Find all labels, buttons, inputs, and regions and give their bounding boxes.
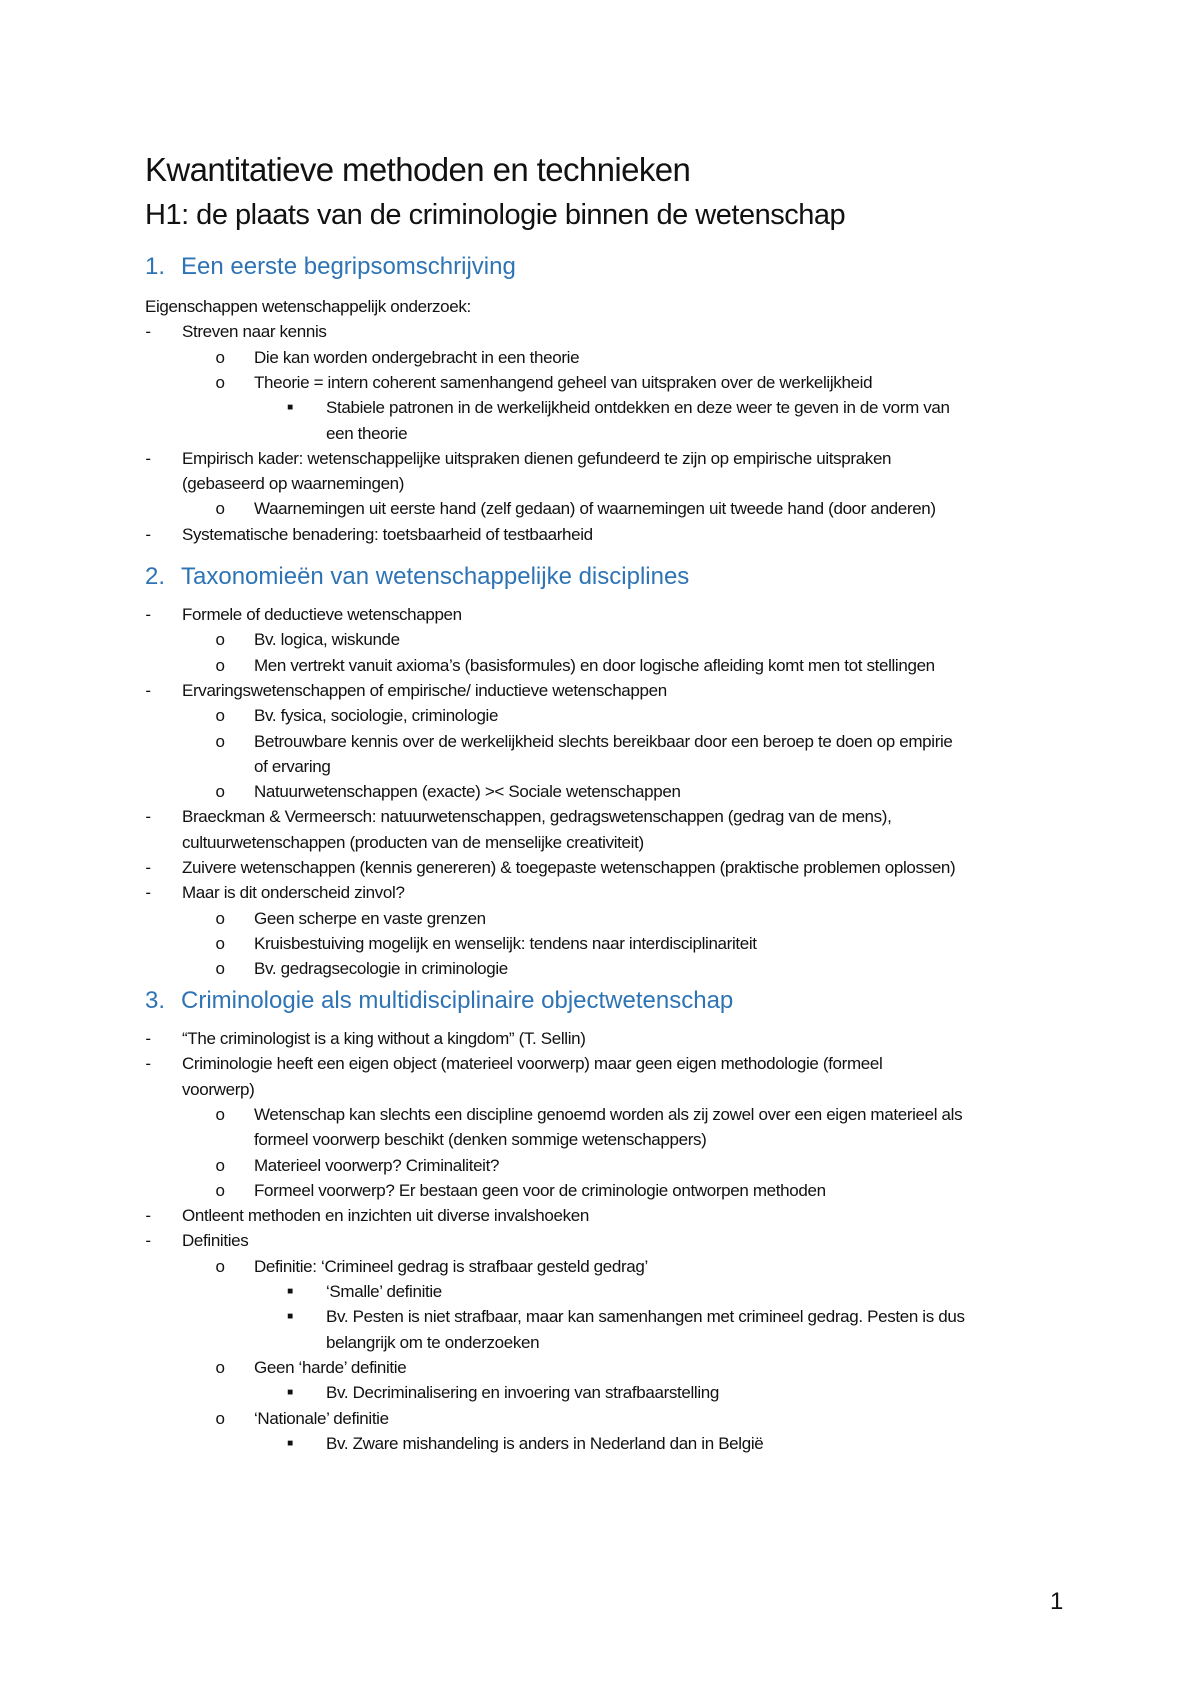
dash-bullet-icon: - [145, 524, 151, 544]
dash-bullet-icon: - [145, 883, 151, 903]
circle-bullet-icon: o [215, 630, 225, 650]
square-bullet-icon: ■ [287, 1437, 293, 1449]
list-item-text: belangrijk om te onderzoeken [326, 1332, 540, 1352]
dash-bullet-icon: - [145, 1231, 151, 1251]
circle-bullet-icon: o [215, 959, 225, 979]
list-item-text: Streven naar kennis [182, 322, 327, 342]
list-item-text: Kruisbestuiving mogelijk en wenselijk: tendens naar interdisciplinariteit [254, 933, 757, 953]
list-item-text: cultuurwetenschappen (producten van de menselijke creativiteit) [182, 832, 644, 852]
list-item-text: Formele of deductieve wetenschappen [182, 605, 462, 624]
list-item-text: Bv. Zware mishandeling is anders in Nederland dan in België [326, 1433, 764, 1453]
chapter-title: H1: de plaats van de criminologie binnen de wetenschap [145, 199, 846, 231]
section-heading [145, 986, 733, 1016]
dash-bullet-icon: - [145, 1054, 151, 1074]
list-item-text: een theorie [326, 423, 408, 443]
list-item-text: Bv. fysica, sociologie, criminologie [254, 706, 499, 726]
list-item-text: Empirisch kader: wetenschappelijke uitspraken dienen gefundeerd te zijn op empirische uitspraken [182, 448, 892, 468]
list-item-text: Ontleent methoden en inzichten uit diverse invalshoeken [182, 1206, 589, 1226]
circle-bullet-icon: o [215, 782, 225, 802]
circle-bullet-icon: o [215, 1256, 225, 1276]
list-item-text: Ervaringswetenschappen of empirische/ inductieve wetenschappen [182, 680, 667, 700]
dash-bullet-icon: - [145, 605, 151, 624]
circle-bullet-icon: o [215, 706, 225, 726]
list-item-text: Men vertrekt vanuit axioma’s (basisformules) en door logische afleiding komt men tot stellingen [254, 655, 935, 675]
list-item-text: Betrouwbare kennis over de werkelijkheid slechts bereikbaar door een beroep te doen op empirie [254, 731, 953, 751]
list-item-text: Bv. Decriminalisering en invoering van strafbaarstelling [326, 1383, 719, 1403]
section-number: 3. [145, 987, 166, 1014]
circle-bullet-icon: o [215, 347, 225, 367]
circle-bullet-icon: o [215, 731, 225, 751]
section-heading [145, 562, 689, 592]
list-item-text: ‘Smalle’ definitie [326, 1282, 442, 1301]
dash-bullet-icon: - [145, 680, 151, 700]
list-item-text: Eigenschappen wetenschappelijk onderzoek: [145, 297, 471, 316]
section-title: Criminologie als multidisciplinaire objectwetenschap [181, 987, 734, 1014]
section-number: 2. [145, 563, 166, 590]
dash-bullet-icon: - [145, 858, 151, 877]
list-item-text: Geen ‘harde’ definitie [254, 1357, 407, 1377]
list-item-text: of ervaring [254, 756, 331, 776]
section-title: Een eerste begripsomschrijving [181, 253, 516, 280]
list-item-text: Maar is dit onderscheid zinvol? [182, 883, 405, 903]
list-item-text: Systematische benadering: toetsbaarheid of testbaarheid [182, 524, 593, 544]
section-title: Taxonomieën van wetenschappelijke disciplines [181, 563, 690, 590]
section-heading [145, 252, 516, 282]
dash-bullet-icon: - [145, 448, 151, 468]
list-item-text: voorwerp) [182, 1079, 255, 1099]
list-item-text: Natuurwetenschappen (exacte) >< Sociale wetenschappen [254, 782, 681, 802]
circle-bullet-icon: o [215, 1357, 225, 1377]
circle-bullet-icon: o [215, 1180, 225, 1200]
list-item-text: Stabiele patronen in de werkelijkheid ontdekken en deze weer te geven in de vorm van [326, 398, 950, 418]
section-number: 1. [145, 253, 166, 280]
circle-bullet-icon: o [215, 933, 225, 953]
list-item-text: Theorie = intern coherent samenhangend geheel van uitspraken over de werkelijkheid [254, 372, 873, 392]
dash-bullet-icon: - [145, 1029, 151, 1048]
list-item-text: ‘Nationale’ definitie [254, 1408, 389, 1428]
list-item-text: Criminologie heeft een eigen object (materieel voorwerp) maar geen eigen methodologie (formeel [182, 1054, 883, 1074]
list-item-text: Bv. logica, wiskunde [254, 630, 400, 650]
square-bullet-icon: ■ [287, 402, 293, 414]
circle-bullet-icon: o [215, 1408, 225, 1428]
dash-bullet-icon: - [145, 807, 151, 827]
list-item-text: Definities [182, 1231, 249, 1251]
square-bullet-icon: ■ [287, 1311, 293, 1323]
circle-bullet-icon: o [215, 1104, 225, 1124]
circle-bullet-icon: o [215, 908, 225, 928]
list-item-text: Die kan worden ondergebracht in een theorie [254, 347, 580, 367]
list-item-text: Bv. Pesten is niet strafbaar, maar kan samenhangen met crimineel gedrag. Pesten is dus [326, 1307, 965, 1327]
list-item-text: formeel voorwerp beschikt (denken sommige wetenschappers) [254, 1130, 707, 1150]
list-item-text: Braeckman & Vermeersch: natuurwetenschappen, gedragswetenschappen (gedrag van de mens), [182, 807, 892, 827]
circle-bullet-icon: o [215, 499, 225, 519]
list-item-text: “The criminologist is a king without a kingdom” (T. Sellin) [182, 1029, 586, 1048]
list-item-text: Wetenschap kan slechts een discipline genoemd worden als zij zowel over een eigen materieel als [254, 1104, 963, 1124]
circle-bullet-icon: o [215, 372, 225, 392]
document-title: Kwantitatieve methoden en technieken [145, 151, 691, 188]
circle-bullet-icon: o [215, 655, 225, 675]
dash-bullet-icon: - [145, 1206, 151, 1226]
square-bullet-icon: ■ [287, 1387, 293, 1399]
list-item-text: Definitie: ‘Crimineel gedrag is strafbaar gesteld gedrag’ [254, 1256, 648, 1276]
list-item-text: Geen scherpe en vaste grenzen [254, 908, 486, 928]
list-item-text: Bv. gedragsecologie in criminologie [254, 959, 508, 979]
list-item-text: Materieel voorwerp? Criminaliteit? [254, 1155, 500, 1175]
list-item-text: (gebaseerd op waarnemingen) [182, 474, 405, 494]
page-number: 1 [1050, 1588, 1064, 1615]
square-bullet-icon: ■ [287, 1286, 293, 1297]
list-item-text: Waarnemingen uit eerste hand (zelf gedaan) of waarnemingen uit tweede hand (door anderen) [254, 499, 936, 519]
list-item-text: Zuivere wetenschappen (kennis genereren) & toegepaste wetenschappen (praktische problemen oplossen) [182, 858, 956, 877]
list-item-text: Formeel voorwerp? Er bestaan geen voor de criminologie ontworpen methoden [254, 1180, 826, 1200]
dash-bullet-icon: - [145, 322, 151, 342]
circle-bullet-icon: o [215, 1155, 225, 1175]
